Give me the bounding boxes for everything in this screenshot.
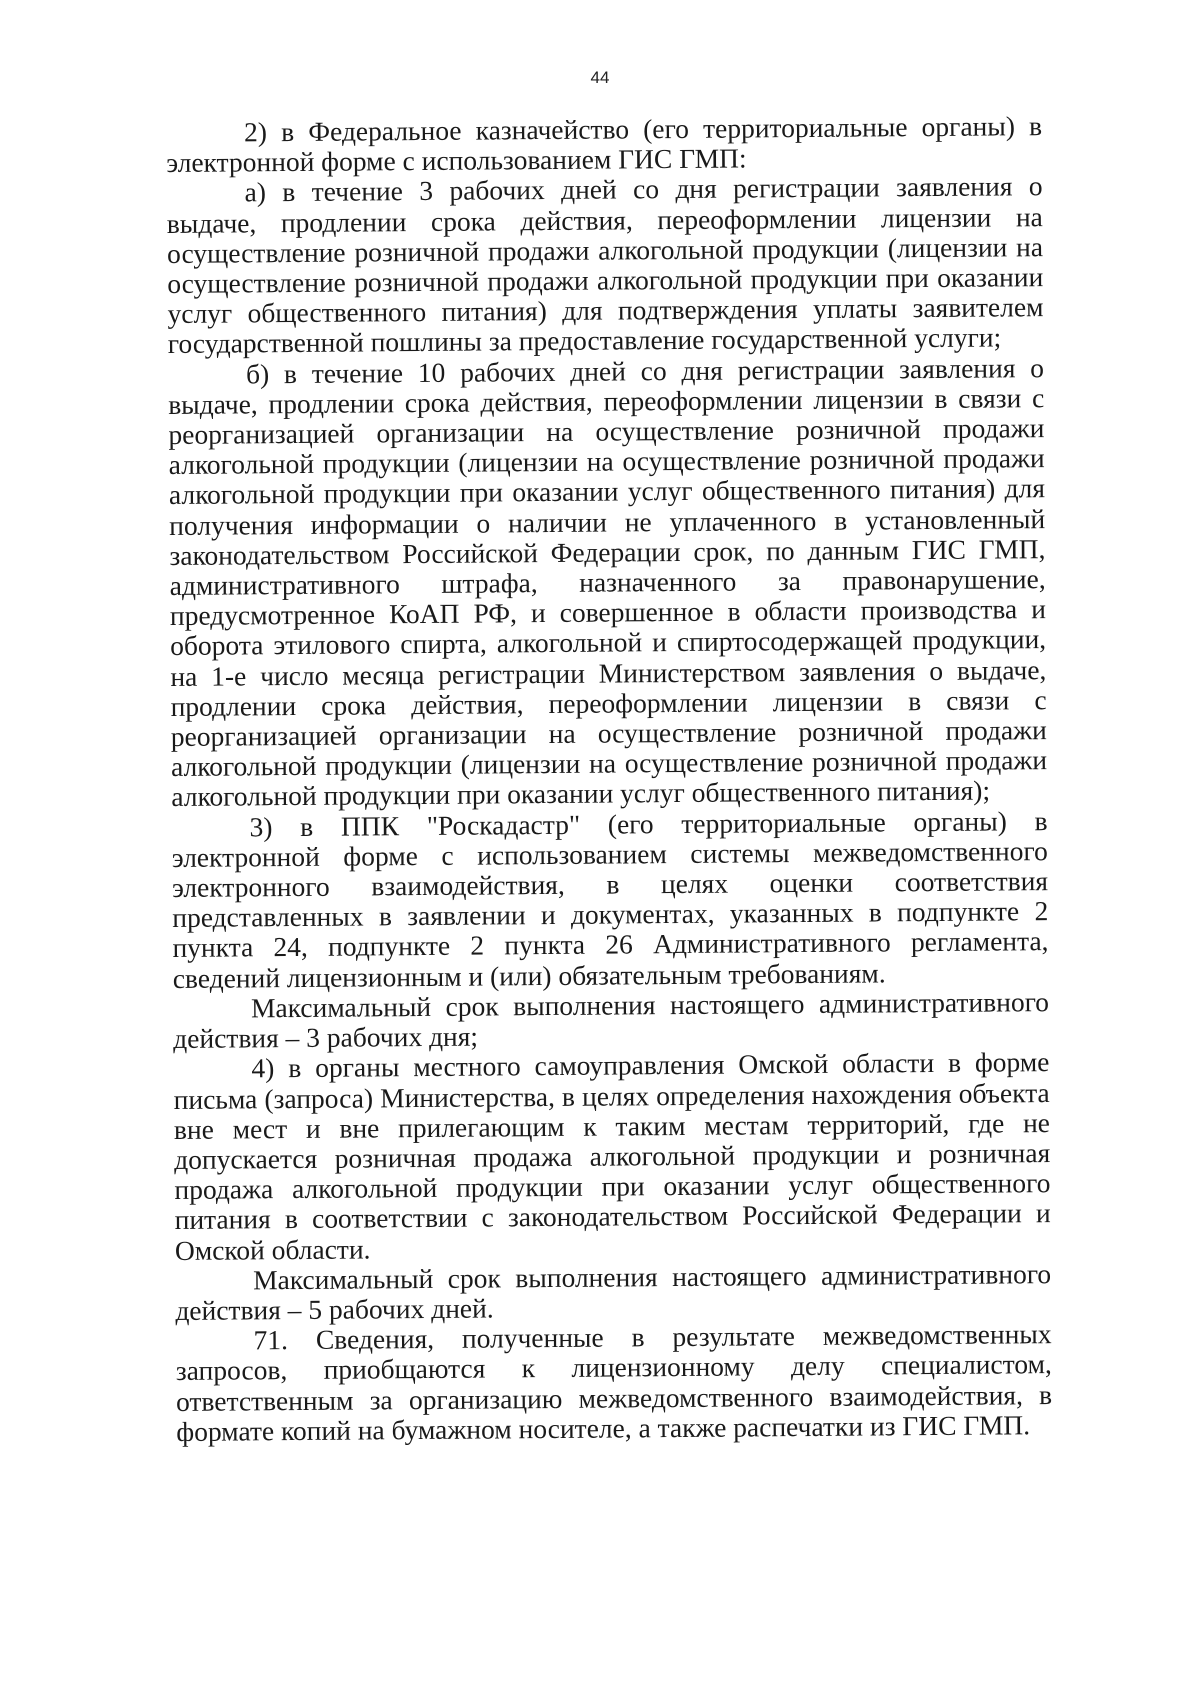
paragraph-item-2: 2) в Федеральное казначейство (его территориальные органы) в электронной форме с использованием ГИС ГМП: xyxy=(166,110,1043,179)
paragraph-max-term-3-days: Максимальный срок выполнения настоящего административного действия – 3 рабочих дня; xyxy=(173,985,1050,1055)
document-body xyxy=(166,111,1052,1447)
page-number: 44 xyxy=(590,68,610,87)
paragraph-max-term-5-days: Максимальный срок выполнения настоящего административного действия – 5 рабочих дней. xyxy=(175,1257,1052,1326)
paragraph-item-3: 3) в ППК "Роскадастр" (его территориальные органы) в электронной форме с использованием системы межведомственного электронного взаимодействия, в целях оценки соответствия представленных в заявлении и документах, указанных в подпункте 2 пункта 24, подпункте 2 пункта 26 Административного регламента, сведений лицензионным и (или) обязательным требованиям. xyxy=(171,804,1049,994)
paragraph-item-4: 4) в органы местного самоуправления Омской области в форме письма (запроса) Министерства, в целях определения нахождения объекта вне мест и вне прилегающим к таким местам территорий, где не допускается розничная продажа алкогольной продукции и розничная продажа алкогольной продукции при оказании услуг общественного питания в соответствии с законодательством Российской Федерации и Омской области. xyxy=(173,1046,1051,1266)
paragraph-subitem-a: а) в течение 3 рабочих дней со дня регистрации заявления о выдаче, продлении срока действия, переоформлении лицензии на осуществление розничной продажи алкогольной продукции (лицензии на осуществление розничной продажи алкогольной продукции при оказании услуг общественного питания) для подтверждения уплаты заявителем государственной пошлины за предоставление государственной услуги; xyxy=(166,170,1044,360)
paragraph-item-71: 71. Сведения, полученные в результате межведомственных запросов, приобщаются к лицензионному делу специалистом, ответственным за организацию межведомственного взаимодействия, в формате копий на бумажном носителе, а также распечатки из ГИС ГМП. xyxy=(175,1318,1053,1447)
paragraph-subitem-b: б) в течение 10 рабочих дней со дня регистрации заявления о выдаче, продлении срока действия, переоформлении лицензии в связи с реорганизацией организации на осуществление розничной продажи алкогольной продукции (лицензии на осуществление розничной продажи алкогольной продукции при оказании услуг общественного питания) для получения информации о наличии не уплаченного в установленный законодательством Российской Федерации срок, по данным ГИС ГМП, административного штрафа, назначенного за правонарушение, предусмотренное КоАП РФ, и совершенное в области производства и оборота этилового спирта, алкогольной и спиртосодержащей продукции, на 1-е число месяца регистрации Министерством заявления о выдаче, продлении срока действия, переоформлении лицензии в связи с реорганизацией организации на осуществление розничной продажи алкогольной продукции (лицензии на осуществление розничной продажи алкогольной продукции при оказании услуг общественного питания); xyxy=(168,351,1048,813)
